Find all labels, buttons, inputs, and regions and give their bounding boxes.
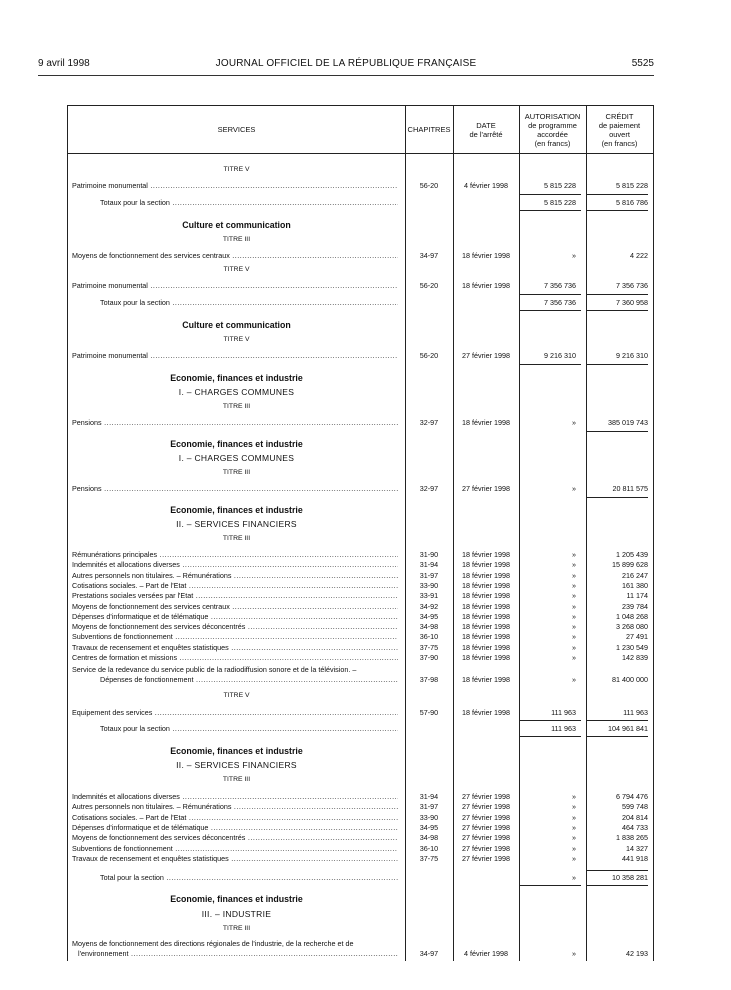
row-label: l'environnement ..... — [78, 948, 398, 959]
row-authorization: » — [572, 251, 576, 260]
table-row — [68, 280, 653, 291]
row-label: Prestations sociales versées par l'Etat ..... — [72, 590, 398, 601]
row-authorization: » — [572, 591, 576, 601]
section-title: Economie, finances et industrie — [170, 746, 303, 756]
total-authorization: » — [572, 873, 576, 882]
row-credit: 216 247 — [622, 570, 648, 580]
total-row — [68, 872, 653, 883]
row-date: 18 février 1998 — [462, 601, 510, 611]
row-label: Equipement des services ..... — [72, 707, 398, 718]
row-authorization: 7 356 736 — [544, 281, 576, 290]
row-label: Subventions de fonctionnement ..... — [72, 631, 398, 642]
row-chapter: 32-97 — [419, 418, 439, 427]
sum-rule — [519, 720, 581, 721]
row-chapter: 36-10 — [419, 632, 439, 642]
table-row — [68, 417, 653, 428]
section-subtitle: III. – INDUSTRIE — [201, 909, 272, 919]
row-label: Moyens de fonctionnement des services déconcentrés ..... — [72, 621, 398, 632]
row-date: 18 février 1998 — [462, 418, 510, 427]
row-chapter: 56-20 — [419, 351, 439, 360]
sum-rule — [519, 294, 581, 295]
row-date: 18 février 1998 — [462, 570, 510, 580]
row-date: 18 février 1998 — [462, 642, 510, 652]
row-label: Patrimoine monumental ..... — [72, 180, 398, 191]
row-credit: 239 784 — [622, 601, 648, 611]
total-row — [68, 297, 653, 308]
total-label: Totaux pour la section ..... — [100, 297, 398, 308]
header-divider — [38, 75, 654, 76]
row-date: 18 février 1998 — [462, 550, 510, 559]
sum-rule — [586, 364, 648, 365]
row-chapter: 37-75 — [419, 642, 439, 652]
table-row — [68, 483, 653, 494]
row-label: Indemnités et allocations diverses ..... — [72, 559, 398, 570]
col-header-chapitres-label: CHAPITRES — [407, 125, 451, 134]
col-header-auth-line: accordée — [537, 129, 568, 139]
row-chapter: 37-75 — [419, 853, 439, 863]
row-chapter: 37-98 — [419, 675, 439, 684]
titre-heading: TITRE III — [222, 236, 251, 243]
row-label: Dépenses d'informatique et de télématique ..... — [72, 611, 398, 622]
row-chapter: 34-92 — [419, 601, 439, 611]
section-title: Economie, finances et industrie — [170, 894, 303, 904]
row-credit: 385 019 743 — [608, 418, 648, 427]
row-credit: 142 839 — [622, 653, 648, 662]
issue-date: 9 avril 1998 — [38, 58, 90, 69]
row-authorization: » — [572, 812, 576, 822]
row-chapter: 56-20 — [419, 181, 439, 190]
row-credit: 11 174 — [626, 591, 648, 601]
row-credit: 15 899 628 — [612, 560, 648, 570]
row-authorization: » — [572, 802, 576, 812]
row-chapter: 31-94 — [419, 792, 439, 801]
row-authorization: » — [572, 642, 576, 652]
total-authorization: 7 356 736 — [544, 298, 576, 307]
row-authorization: » — [572, 675, 576, 684]
total-label: Total pour la section ..... — [100, 872, 398, 883]
row-chapter: 37-90 — [419, 653, 439, 662]
row-authorization: » — [572, 484, 576, 493]
sum-rule — [586, 885, 648, 886]
row-label: Moyens de fonctionnement des services centraux ..... — [72, 601, 398, 612]
col-header-auth-line: (en francs) — [534, 138, 571, 148]
row-authorization: » — [572, 632, 576, 642]
sum-rule — [519, 210, 581, 211]
col-header-autorisation — [519, 106, 586, 153]
col-header-auth-line: AUTORISATION — [524, 111, 581, 121]
total-credit: 10 358 281 — [612, 873, 648, 882]
titre-heading: TITRE III — [222, 535, 251, 542]
row-chapter: 33-91 — [419, 591, 439, 601]
row-date: 18 février 1998 — [462, 653, 510, 662]
table-row — [68, 180, 653, 191]
row-label: Moyens de fonctionnement des services centraux ..... — [72, 250, 398, 261]
row-label: Pensions ..... — [72, 483, 398, 494]
row-authorization: » — [572, 611, 576, 621]
row-chapter: 31-94 — [419, 560, 439, 570]
row-authorization: » — [572, 792, 576, 801]
row-date: 27 février 1998 — [462, 833, 510, 843]
row-date: 18 février 1998 — [462, 675, 510, 684]
row-credit: 1 205 439 — [616, 550, 648, 559]
row-credit: 464 733 — [622, 822, 648, 832]
row-date: 27 février 1998 — [462, 843, 510, 853]
row-date: 18 février 1998 — [462, 251, 510, 260]
section-subtitle: II. – SERVICES FINANCIERS — [176, 519, 297, 529]
row-label: Subventions de fonctionnement ..... — [72, 843, 398, 854]
col-header-services — [68, 106, 405, 153]
section-subtitle: II. – SERVICES FINANCIERS — [176, 760, 297, 770]
sum-rule — [519, 364, 581, 365]
row-credit: 1 838 265 — [616, 833, 648, 843]
row-chapter: 31-97 — [419, 802, 439, 812]
row-label: Moyens de fonctionnement des services déconcentrés ..... — [72, 832, 398, 843]
col-header-date-line: de l'arrêté — [469, 129, 503, 139]
row-label: Rémunérations principales ..... — [72, 549, 398, 560]
row-label: Autres personnels non titulaires. – Rémunérations ..... — [72, 801, 398, 812]
row-credit: 1 048 268 — [616, 611, 648, 621]
row-authorization: » — [572, 853, 576, 863]
sum-rule — [519, 194, 581, 195]
sum-rule — [519, 736, 581, 737]
page-header — [38, 58, 654, 72]
row-label: Pensions ..... — [72, 417, 398, 428]
col-header-auth-line: de programme — [528, 120, 577, 130]
row-label: Dépenses de fonctionnement ..... — [100, 674, 398, 685]
row-credit: 4 222 — [630, 251, 648, 260]
row-date: 27 février 1998 — [462, 484, 510, 493]
row-credit: 20 811 575 — [612, 484, 648, 493]
row-authorization: 111 963 — [551, 708, 576, 717]
titre-heading: TITRE III — [222, 469, 251, 476]
col-header-credit-line: (en francs) — [601, 138, 638, 148]
titre-heading: TITRE V — [223, 266, 250, 273]
row-credit: 27 491 — [626, 632, 648, 642]
row-label: Patrimoine monumental ..... — [72, 280, 398, 291]
table-row — [68, 674, 653, 685]
row-credit: 204 814 — [622, 812, 648, 822]
table-row — [68, 707, 653, 718]
row-date: 27 février 1998 — [462, 351, 510, 360]
titre-heading: TITRE III — [222, 776, 251, 783]
titre-heading: TITRE V — [223, 692, 250, 699]
col-header-date-line: DATE — [476, 120, 496, 130]
row-date: 18 février 1998 — [462, 560, 510, 570]
row-credit: 1 230 549 — [616, 642, 648, 652]
row-credit: 81 400 000 — [612, 675, 648, 684]
row-credit: 599 748 — [622, 802, 648, 812]
sum-rule — [519, 885, 581, 886]
row-chapter: 57-90 — [419, 708, 439, 717]
row-authorization: 5 815 228 — [544, 181, 576, 190]
row-chapter: 34-98 — [419, 622, 439, 632]
sum-rule — [519, 310, 581, 311]
row-authorization: » — [572, 570, 576, 580]
credits-table — [67, 105, 654, 961]
total-authorization: 111 963 — [551, 724, 576, 733]
row-chapter: 33-90 — [419, 812, 439, 822]
sum-rule — [586, 870, 648, 871]
row-authorization: » — [572, 580, 576, 590]
row-chapter: 32-97 — [419, 484, 439, 493]
section-title: Economie, finances et industrie — [170, 505, 303, 515]
sum-rule — [586, 294, 648, 295]
total-credit: 7 360 958 — [616, 298, 648, 307]
sum-rule — [586, 210, 648, 211]
row-label: Autres personnels non titulaires. – Rémunérations ..... — [72, 570, 398, 581]
row-chapter: 34-95 — [419, 611, 439, 621]
header-rule — [68, 153, 653, 154]
row-authorization: » — [572, 560, 576, 570]
table-row — [68, 652, 653, 663]
page-number: 5525 — [631, 58, 654, 69]
row-chapter: 34-98 — [419, 833, 439, 843]
sum-rule — [586, 431, 648, 432]
row-chapter: 31-90 — [419, 550, 439, 559]
row-date: 18 février 1998 — [462, 281, 510, 290]
table-row — [68, 853, 653, 864]
row-credit: 7 356 736 — [616, 281, 648, 290]
row-credit: 14 327 — [626, 843, 648, 853]
total-authorization: 5 815 228 — [544, 198, 576, 207]
row-credit: 3 268 080 — [616, 622, 648, 632]
row-label: Centres de formation et missions ..... — [72, 652, 398, 663]
row-authorization: » — [572, 550, 576, 559]
section-subtitle: I. – CHARGES COMMUNES — [178, 387, 295, 397]
total-credit: 104 961 841 — [608, 724, 648, 733]
row-date: 18 février 1998 — [462, 632, 510, 642]
row-date: 27 février 1998 — [462, 812, 510, 822]
total-row — [68, 197, 653, 208]
row-credit: 6 794 476 — [616, 792, 648, 801]
row-credit: 42 193 — [626, 949, 648, 958]
row-credit: 111 963 — [623, 708, 648, 717]
row-chapter: 33-90 — [419, 580, 439, 590]
row-label: Service de la redevance du service public de la radiodiffusion sonore et de la télévision. – — [72, 665, 357, 674]
row-credit: 441 918 — [622, 853, 648, 863]
row-chapter: 31-97 — [419, 570, 439, 580]
row-label: Dépenses d'informatique et de télématique ..... — [72, 822, 398, 833]
row-date: 4 février 1998 — [464, 181, 508, 190]
row-authorization: 9 216 310 — [544, 351, 576, 360]
row-label: Indemnités et allocations diverses ..... — [72, 791, 398, 802]
titre-heading: TITRE V — [223, 166, 250, 173]
sum-rule — [586, 194, 648, 195]
row-label: Patrimoine monumental ..... — [72, 350, 398, 361]
sum-rule — [586, 720, 648, 721]
row-authorization: » — [572, 622, 576, 632]
row-date: 27 février 1998 — [462, 792, 510, 801]
row-date: 27 février 1998 — [462, 853, 510, 863]
col-header-chapitres — [405, 106, 453, 153]
sum-rule — [586, 310, 648, 311]
row-date: 18 février 1998 — [462, 611, 510, 621]
total-label: Totaux pour la section ..... — [100, 197, 398, 208]
col-header-date — [453, 106, 519, 153]
row-chapter: 56-20 — [419, 281, 439, 290]
row-chapter: 34-97 — [419, 251, 439, 260]
section-title: Economie, finances et industrie — [170, 373, 303, 383]
table-row — [68, 948, 653, 959]
row-credit: 161 380 — [622, 580, 648, 590]
titre-heading: TITRE III — [222, 925, 251, 932]
section-title: Economie, finances et industrie — [170, 439, 303, 449]
total-label: Totaux pour la section ..... — [100, 723, 398, 734]
row-authorization: » — [572, 843, 576, 853]
col-header-credit — [586, 106, 653, 153]
titre-heading: TITRE III — [222, 403, 251, 410]
sum-rule — [586, 736, 648, 737]
row-date: 18 février 1998 — [462, 580, 510, 590]
row-authorization: » — [572, 601, 576, 611]
sum-rule — [586, 497, 648, 498]
journal-title: JOURNAL OFFICIEL DE LA RÉPUBLIQUE FRANÇAISE — [215, 58, 477, 69]
row-authorization: » — [572, 418, 576, 427]
row-credit: 9 216 310 — [616, 351, 648, 360]
section-subtitle: I. – CHARGES COMMUNES — [178, 453, 295, 463]
row-chapter: 34-97 — [419, 949, 439, 958]
row-credit: 5 815 228 — [616, 181, 648, 190]
section-title: Culture et communication — [182, 220, 291, 230]
row-date: 18 février 1998 — [462, 591, 510, 601]
col-header-credit-line: CRÉDIT — [605, 111, 634, 121]
total-row — [68, 723, 653, 734]
row-authorization: » — [572, 833, 576, 843]
col-header-services-label: SERVICES — [217, 125, 256, 134]
table-row — [68, 350, 653, 361]
row-date: 18 février 1998 — [462, 708, 510, 717]
row-label: Travaux de recensement et enquêtes statistiques ..... — [72, 853, 398, 864]
section-title: Culture et communication — [182, 320, 291, 330]
row-label: Cotisations sociales. – Part de l'Etat ..... — [72, 580, 398, 591]
titre-heading: TITRE V — [223, 336, 250, 343]
col-header-credit-line: de paiement — [598, 120, 641, 130]
table-row — [68, 250, 653, 261]
row-authorization: » — [572, 949, 576, 958]
row-date: 4 février 1998 — [464, 949, 508, 958]
row-date: 27 février 1998 — [462, 802, 510, 812]
row-label: Cotisations sociales. – Part de l'Etat ..... — [72, 812, 398, 823]
row-authorization: » — [572, 822, 576, 832]
row-date: 27 février 1998 — [462, 822, 510, 832]
total-credit: 5 816 786 — [616, 198, 648, 207]
row-label: Moyens de fonctionnement des directions régionales de l'industrie, de la recherche et de — [72, 939, 354, 948]
row-date: 18 février 1998 — [462, 622, 510, 632]
row-label: Travaux de recensement et enquêtes statistiques ..... — [72, 642, 398, 653]
row-authorization: » — [572, 653, 576, 662]
row-chapter: 36-10 — [419, 843, 439, 853]
row-chapter: 34-95 — [419, 822, 439, 832]
col-header-credit-line: ouvert — [609, 129, 630, 139]
